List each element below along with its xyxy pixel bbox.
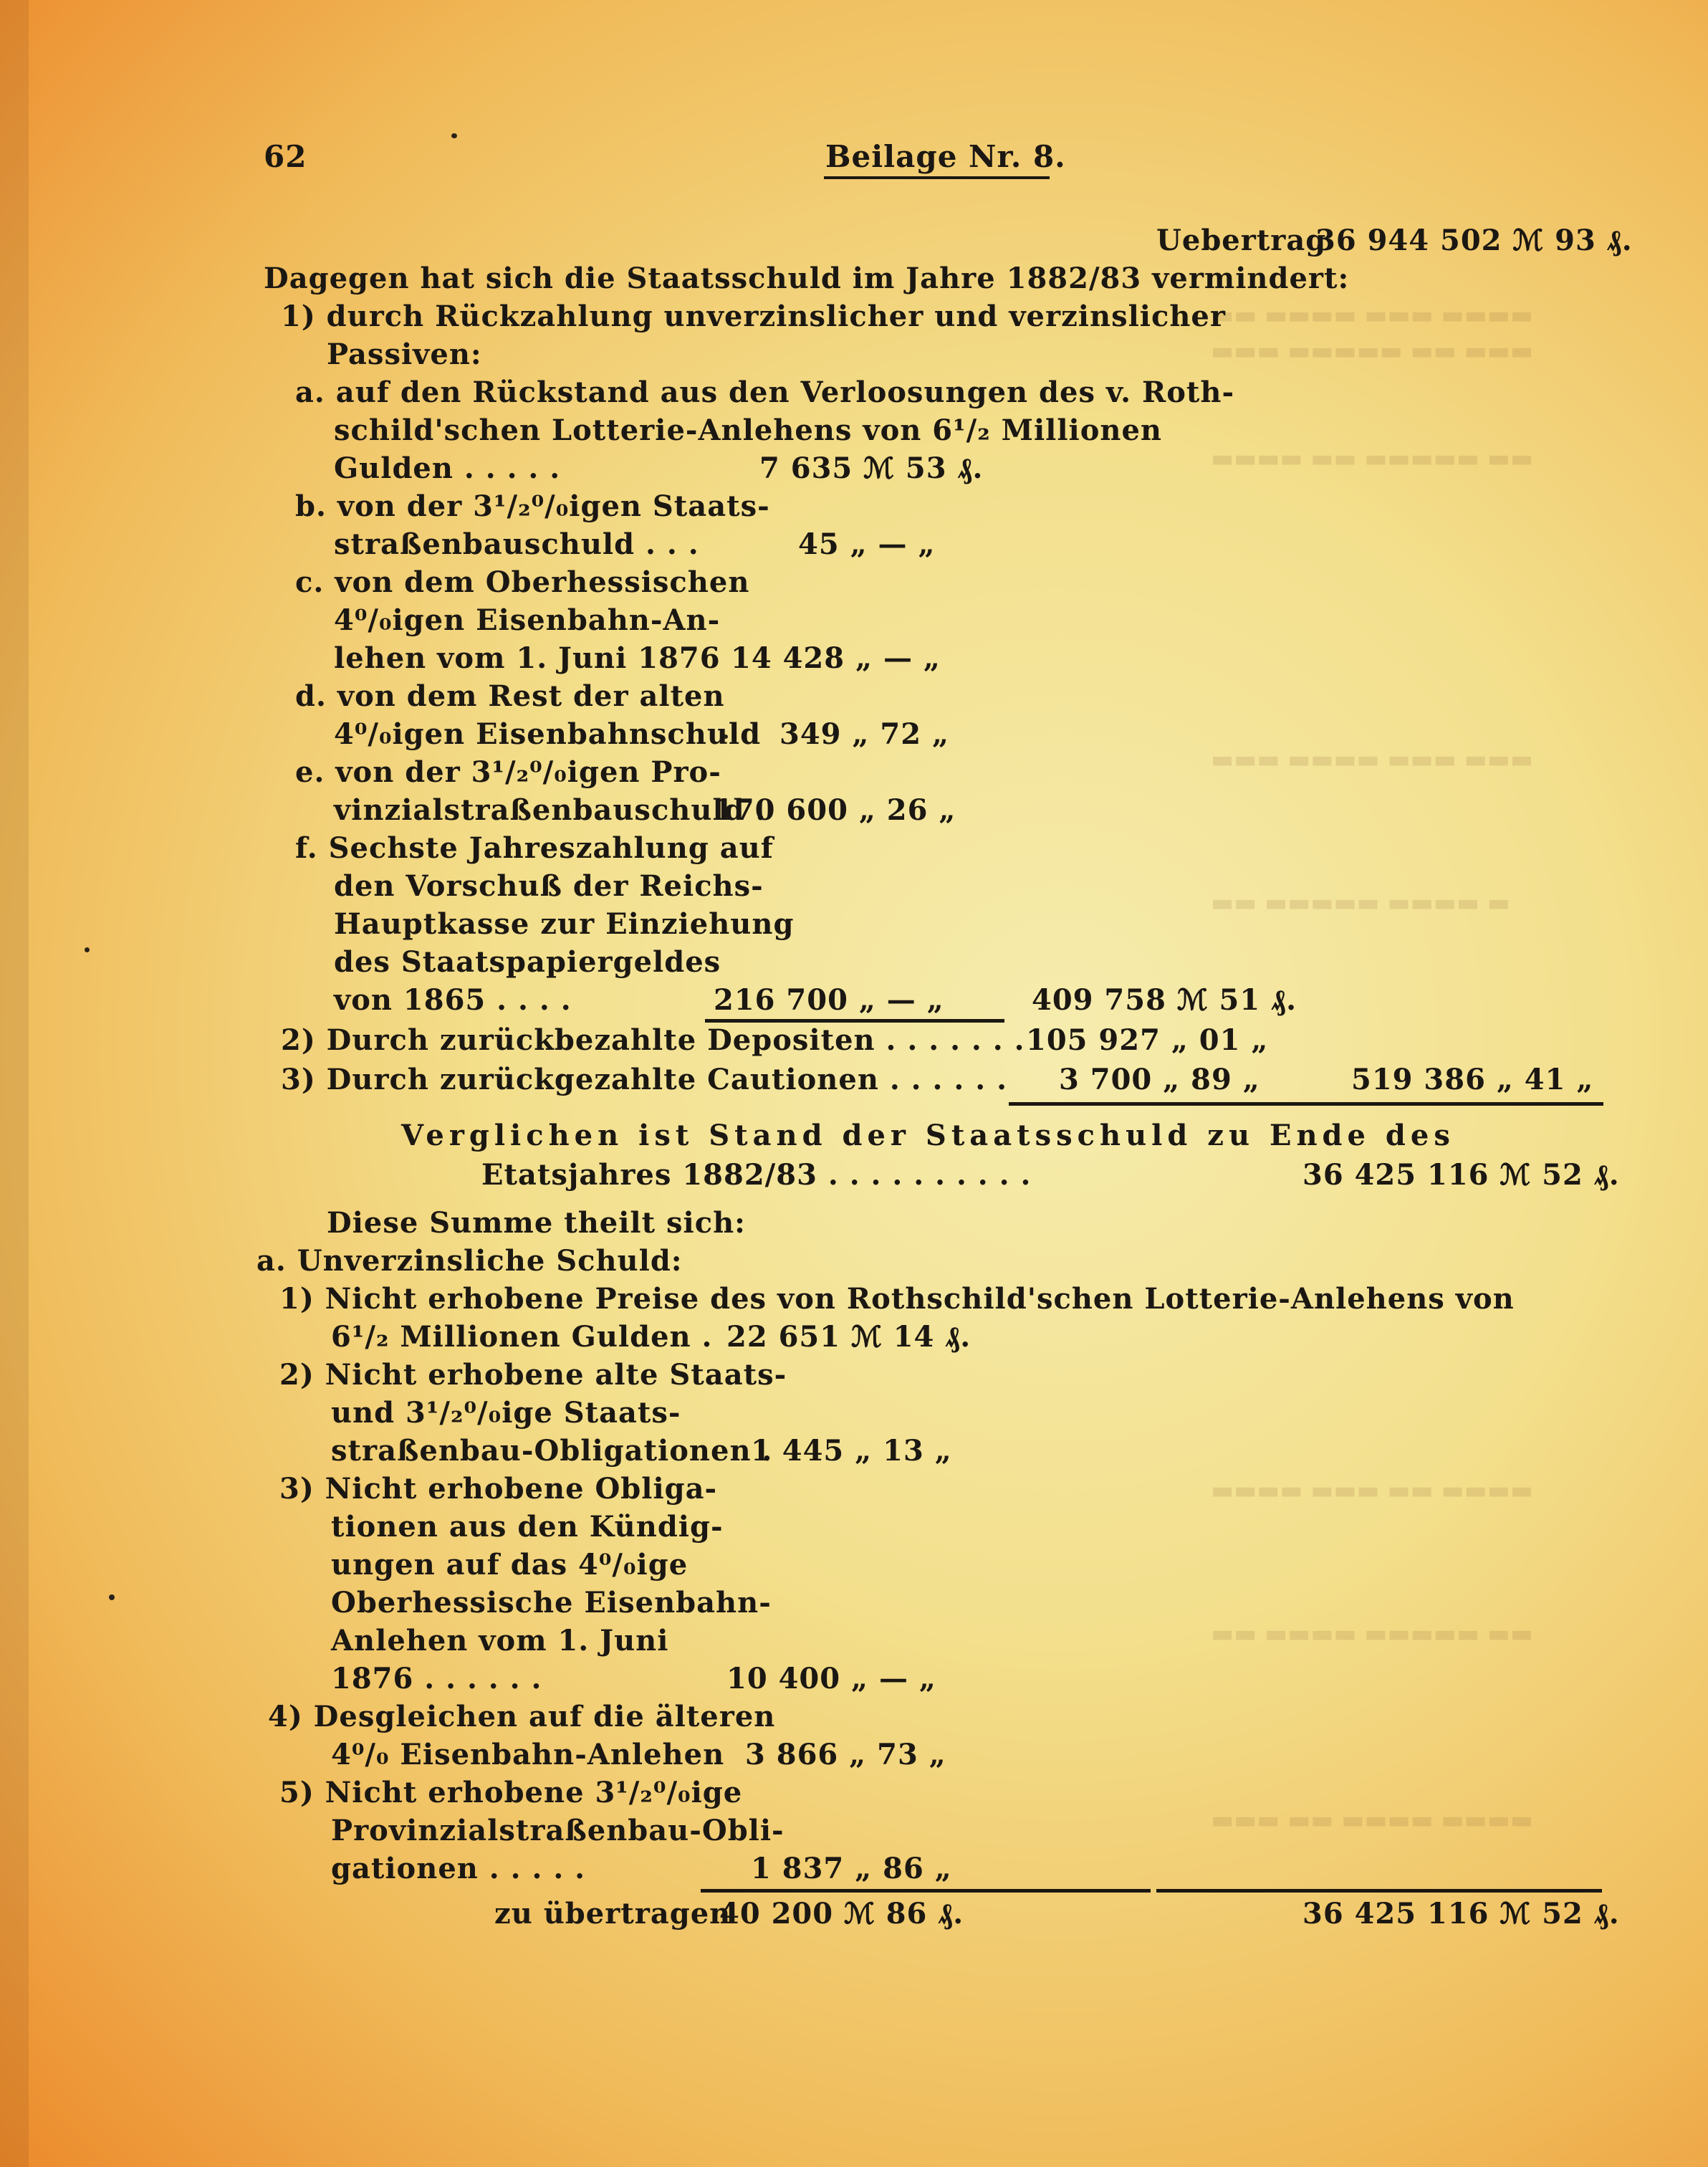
division-item-2-line: 2) Nicht erhobene alte Staats-: [279, 1358, 787, 1392]
item-c-line: 4⁰/₀igen Eisenbahn-An-: [334, 603, 721, 637]
division-item-3-line: tionen aus den Kündig-: [331, 1510, 724, 1544]
division-item-5-line: 5) Nicht erhobene 3¹/₂⁰/₀ige: [279, 1776, 743, 1809]
sum-rule: [1009, 1102, 1603, 1106]
sum-rule: [1156, 1889, 1602, 1893]
item-a-line: a. auf den Rückstand aus den Verloosungen des v. Roth-: [295, 375, 1235, 409]
division-item-2-amount: 1 445 „ 13 „: [751, 1434, 952, 1468]
division-item-4-line: 4⁰/₀ Eisenbahn-Anlehen: [331, 1738, 725, 1771]
section3-amount: 3 700 „ 89 „: [1059, 1063, 1260, 1096]
division-heading: a. Unverzinsliche Schuld:: [256, 1244, 683, 1278]
ink-speck: [451, 133, 457, 138]
item-f-line: von 1865 . . . .: [334, 983, 572, 1017]
page-number: 62: [264, 139, 307, 174]
division-item-3-amount: 10 400 „ — „: [726, 1662, 936, 1695]
item-f-amount: 216 700 „ — „: [714, 983, 944, 1017]
ink-speck: [109, 1594, 115, 1600]
bleed-through: ▬▬▬ ▬▬▬▬▬ ▬▬ ▬▬▬: [1211, 337, 1534, 365]
item-c-line: c. von dem Oberhessischen: [295, 565, 750, 599]
division-item-4-amount: 3 866 „ 73 „: [745, 1738, 946, 1771]
division-item-3-line: Anlehen vom 1. Juni: [331, 1624, 669, 1657]
item-e-line: e. von der 3¹/₂⁰/₀igen Pro-: [295, 755, 721, 789]
title-underline: [824, 176, 1050, 179]
division-item-1-line: 6¹/₂ Millionen Gulden .: [331, 1320, 713, 1354]
item-a-line: schild'schen Lotterie-Anlehens von 6¹/₂ Millionen: [334, 413, 1163, 447]
bleed-through: ▬▬ ▬▬▬▬ ▬▬▬ ▬▬▬▬: [1211, 301, 1534, 330]
item-f-line: des Staatspapiergeldes: [334, 945, 721, 979]
balance-line: Verglichen ist Stand der Staatsschuld zu Ende des: [401, 1119, 1455, 1152]
item-d-amount: 349 „ 72 „: [779, 717, 949, 751]
item-e-amount: 170 600 „ 26 „: [714, 793, 956, 827]
item-b-amount: 45 „ — „: [798, 527, 936, 561]
section1-line: 1) durch Rückzahlung unverzinslicher und verzinslicher: [281, 300, 1226, 333]
bleed-through: ▬▬ ▬▬▬▬▬ ▬▬▬▬ ▬: [1211, 889, 1510, 917]
item-f-line: f. Sechste Jahreszahlung auf: [295, 831, 774, 865]
section1-line: Passiven:: [327, 338, 482, 371]
carry-forward-total: 36 425 116 ℳ 52 ₰.: [1302, 1897, 1620, 1931]
division-intro: Diese Summe theilt sich:: [327, 1206, 746, 1240]
item-d-line: d. von dem Rest der alten: [295, 679, 725, 713]
carry-forward-subtotal: 40 200 ℳ 86 ₰.: [719, 1897, 964, 1931]
ink-speck: [85, 947, 90, 952]
item-b-line: straßenbauschuld . . .: [334, 527, 699, 561]
item-f-line: Hauptkasse zur Einziehung: [334, 907, 795, 941]
section1-subtotal: 409 758 ℳ 51 ₰.: [1032, 983, 1297, 1017]
carry-forward-label: zu übertragen: [494, 1897, 731, 1931]
bleed-through: ▬▬▬ ▬▬ ▬▬▬▬ ▬▬▬▬: [1211, 1806, 1534, 1834]
section3-total: 519 386 „ 41 „: [1351, 1063, 1594, 1096]
item-d-line: 4⁰/₀igen Eisenbahnschuld: [334, 717, 762, 751]
item-a-line: Gulden . . . . .: [334, 451, 561, 485]
division-item-3-line: 1876 . . . . . .: [331, 1662, 542, 1695]
sum-rule: [705, 1019, 1004, 1023]
division-item-1-amount: 22 651 ℳ 14 ₰.: [726, 1320, 971, 1354]
section3-label: 3) Durch zurückgezahlte Cautionen . . . . . .: [281, 1063, 1008, 1096]
division-item-2-line: straßenbau-Obligationen .: [331, 1434, 773, 1468]
bleed-through: ▬▬▬▬ ▬▬▬ ▬▬ ▬▬▬▬: [1211, 1476, 1534, 1505]
balance-amount: 36 425 116 ℳ 52 ₰.: [1302, 1158, 1620, 1192]
carry-label: Uebertrag: [1156, 224, 1327, 257]
division-item-1-line: 1) Nicht erhobene Preise des von Rothschild'schen Lotterie-Anlehens von: [279, 1282, 1515, 1316]
section2-amount: 105 927 „ 01 „: [1026, 1023, 1269, 1057]
division-item-3-line: 3) Nicht erhobene Obliga-: [279, 1472, 718, 1506]
division-item-3-line: Oberhessische Eisenbahn-: [331, 1586, 772, 1620]
bleed-through: ▬▬ ▬▬▬▬ ▬▬▬▬▬ ▬▬: [1211, 1620, 1534, 1648]
page-edge-shadow: [0, 0, 29, 2167]
section2-label: 2) Durch zurückbezahlte Depositen . . . . . . .: [281, 1023, 1025, 1057]
item-a-amount: 7 635 ℳ 53 ₰.: [759, 451, 984, 485]
division-item-2-line: und 3¹/₂⁰/₀ige Staats-: [331, 1396, 681, 1430]
division-item-3-line: ungen auf das 4⁰/₀ige: [331, 1548, 689, 1582]
intro-line: Dagegen hat sich die Staatsschuld im Jahre 1882/83 vermindert:: [264, 262, 1350, 295]
item-e-line: vinzialstraßenbauschuld .: [334, 793, 767, 827]
bleed-through: ▬▬▬▬ ▬▬ ▬▬▬▬▬ ▬▬: [1211, 444, 1534, 473]
sum-rule: [701, 1889, 1151, 1893]
division-item-5-amount: 1 837 „ 86 „: [751, 1852, 952, 1885]
division-item-5-line: gationen . . . . .: [331, 1852, 586, 1885]
item-b-line: b. von der 3¹/₂⁰/₀igen Staats-: [295, 489, 770, 523]
bleed-through: ▬▬▬ ▬▬▬▬ ▬▬▬ ▬▬▬: [1211, 745, 1534, 774]
page-title: Beilage Nr. 8.: [825, 139, 1066, 174]
division-item-4-line: 4) Desgleichen auf die älteren: [268, 1700, 776, 1733]
division-item-5-line: Provinzialstraßenbau-Obli-: [331, 1814, 785, 1847]
item-c-amount: 14 428 „ — „: [731, 641, 941, 675]
item-c-line: lehen vom 1. Juni 1876: [334, 641, 721, 675]
carry-amount: 36 944 502 ℳ 93 ₰.: [1315, 224, 1633, 257]
item-f-line: den Vorschuß der Reichs-: [334, 869, 764, 903]
balance-line: Etatsjahres 1882/83 . . . . . . . . . .: [481, 1158, 1032, 1192]
